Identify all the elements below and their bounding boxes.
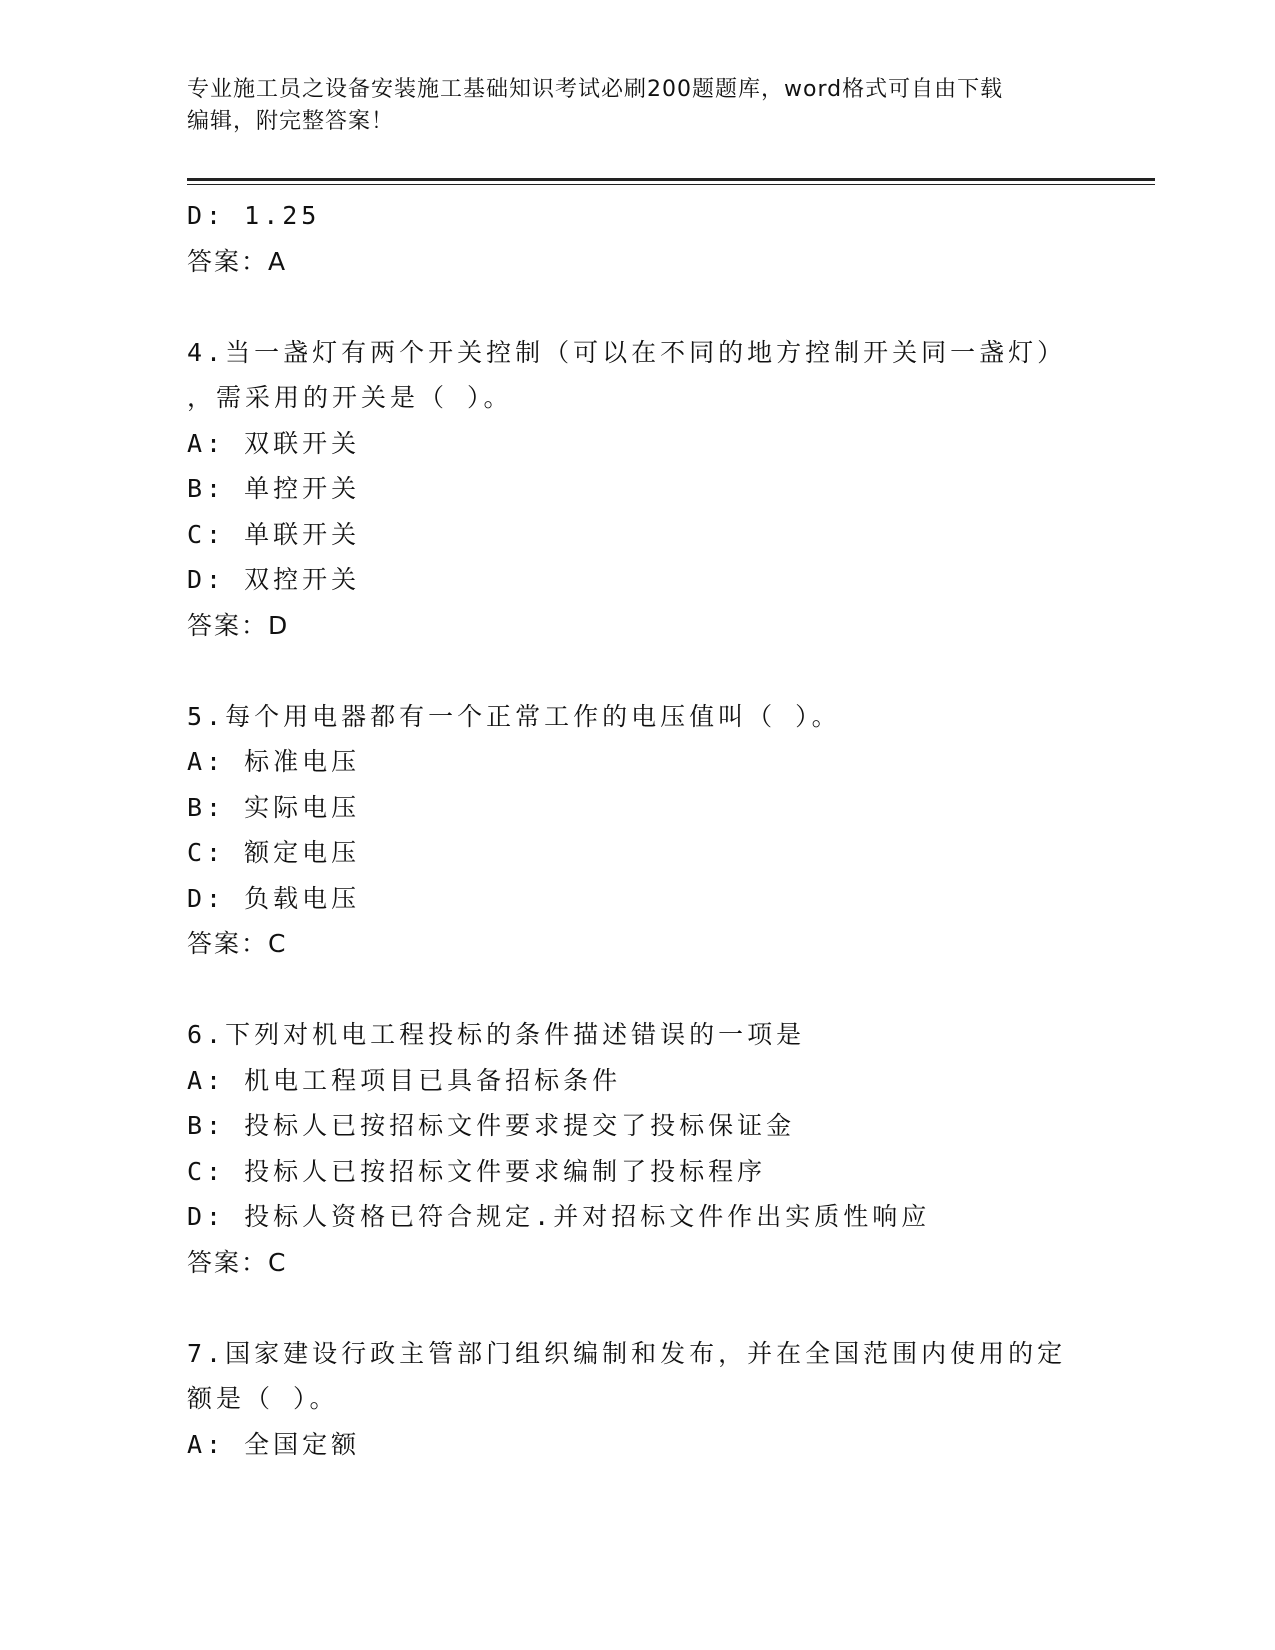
q5-option-b: B: 实际电压 xyxy=(187,792,361,822)
q6-option-a: A: 机电工程项目已具备招标条件 xyxy=(187,1065,622,1095)
question-3-tail xyxy=(187,193,1087,284)
q6-answer: 答案：C xyxy=(187,1247,288,1277)
spacer xyxy=(187,648,1087,694)
q7-stem-line-2: 额是（ ）。 xyxy=(187,1384,339,1413)
q4-option-c: C: 单联开关 xyxy=(187,519,361,549)
question-7 xyxy=(187,1331,1087,1468)
q4-option-b: B: 单控开关 xyxy=(187,474,361,503)
document-header xyxy=(187,74,1087,138)
question-content xyxy=(187,193,1087,1467)
question-5 xyxy=(187,694,1087,967)
q4-option-a: A: 双联开关 xyxy=(187,428,361,458)
q4-stem-line-1: 4.当一盏灯有两个开关控制（可以在不同的地方控制开关同一盏灯） xyxy=(187,337,1067,367)
q5-option-a: A: 标准电压 xyxy=(187,747,361,776)
q6-stem-line-1: 6.下列对机电工程投标的条件描述错误的一项是 xyxy=(187,1020,806,1049)
q7-option-a: A: 全国定额 xyxy=(187,1429,361,1459)
q5-option-c: C: 额定电压 xyxy=(187,838,361,867)
header-divider-thin xyxy=(187,184,1155,185)
q4-option-d: D: 双控开关 xyxy=(187,565,361,594)
q3-option-d: D: 1.25 xyxy=(187,201,321,230)
q6-option-b: B: 投标人已按招标文件要求提交了投标保证金 xyxy=(187,1111,796,1140)
spacer xyxy=(187,284,1087,330)
question-4 xyxy=(187,330,1087,649)
spacer xyxy=(187,967,1087,1013)
q5-option-d: D: 负载电压 xyxy=(187,883,361,913)
header-title-line-2: 编辑，附完整答案！ xyxy=(187,109,395,134)
q6-option-c: C: 投标人已按招标文件要求编制了投标程序 xyxy=(187,1156,767,1186)
q5-stem-line-1: 5.每个用电器都有一个正常工作的电压值叫（ ）。 xyxy=(187,701,841,731)
q4-stem-line-2: ，需采用的开关是（ ）。 xyxy=(187,383,513,412)
q5-answer: 答案：C xyxy=(187,929,288,958)
header-title-line-1: 专业施工员之设备安装施工基础知识考试必刷200题题库，word格式可自由下载 xyxy=(187,77,1004,102)
q6-option-d: D: 投标人资格已符合规定.并对招标文件作出实质性响应 xyxy=(187,1202,931,1231)
spacer xyxy=(187,1285,1087,1331)
question-6 xyxy=(187,1012,1087,1285)
q3-answer: 答案：A xyxy=(187,246,288,276)
header-divider-thick xyxy=(187,178,1155,181)
q7-stem-line-1: 7.国家建设行政主管部门组织编制和发布，并在全国范围内使用的定 xyxy=(187,1338,1067,1368)
q4-answer: 答案：D xyxy=(187,610,290,640)
